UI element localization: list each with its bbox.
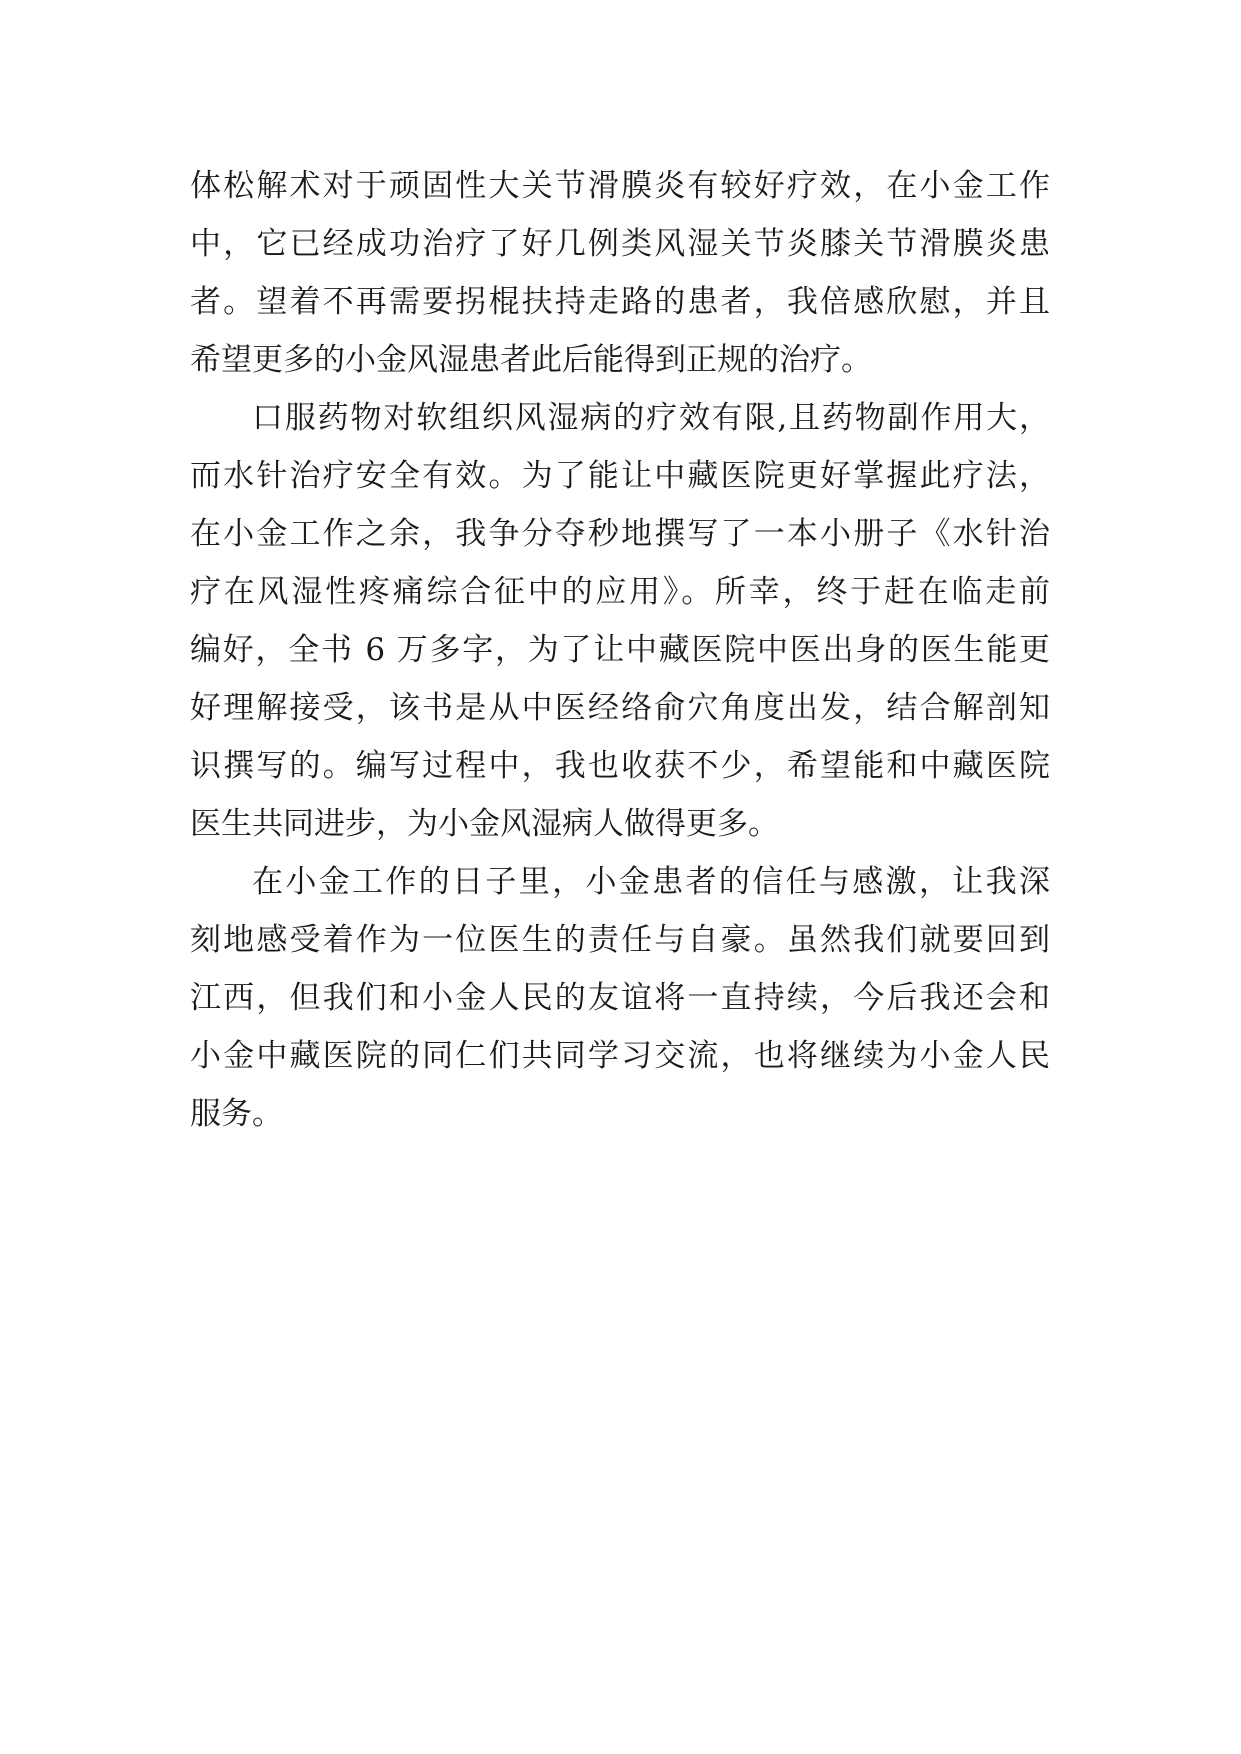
text-line: 中，它已经成功治疗了好几例类风湿关节炎膝关节滑膜炎患 [190,226,1050,262]
body-text [190,157,1050,1143]
text-line: 在小金工作之余，我争分夺秒地撰写了一本小册子《水针治 [190,516,1050,552]
text-line: 者。望着不再需要拐棍扶持走路的患者，我倍感欣慰，并且 [190,284,1050,320]
text-line: 医生共同进步，为小金风湿病人做得更多。 [190,806,779,842]
text-line: 好理解接受，该书是从中医经络俞穴角度出发，结合解剖知 [190,690,1050,726]
text-line: 小金中藏医院的同仁们共同学习交流，也将继续为小金人民 [190,1038,1050,1074]
text-line: 口服药物对软组织风湿病的疗效有限,且药物副作用大， [252,400,1050,436]
text-line: 编好，全书 6 万多字，为了让中藏医院中医出身的医生能更 [190,632,1050,668]
text-line: 识撰写的。编写过程中，我也收获不少，希望能和中藏医院 [190,748,1050,784]
text-line: 疗在风湿性疼痛综合征中的应用》。所幸，终于赶在临走前 [190,574,1050,610]
text-line: 希望更多的小金风湿患者此后能得到正规的治疗。 [190,342,872,378]
text-line: 服务。 [190,1096,283,1132]
text-line: 在小金工作的日子里，小金患者的信任与感激，让我深 [252,864,1050,900]
text-line: 体松解术对于顽固性大关节滑膜炎有较好疗效，在小金工作 [190,168,1050,204]
text-line: 而水针治疗安全有效。为了能让中藏医院更好掌握此疗法， [190,458,1050,494]
text-line: 刻地感受着作为一位医生的责任与自豪。虽然我们就要回到 [190,922,1050,958]
text-line: 江西，但我们和小金人民的友谊将一直持续，今后我还会和 [190,980,1050,1016]
